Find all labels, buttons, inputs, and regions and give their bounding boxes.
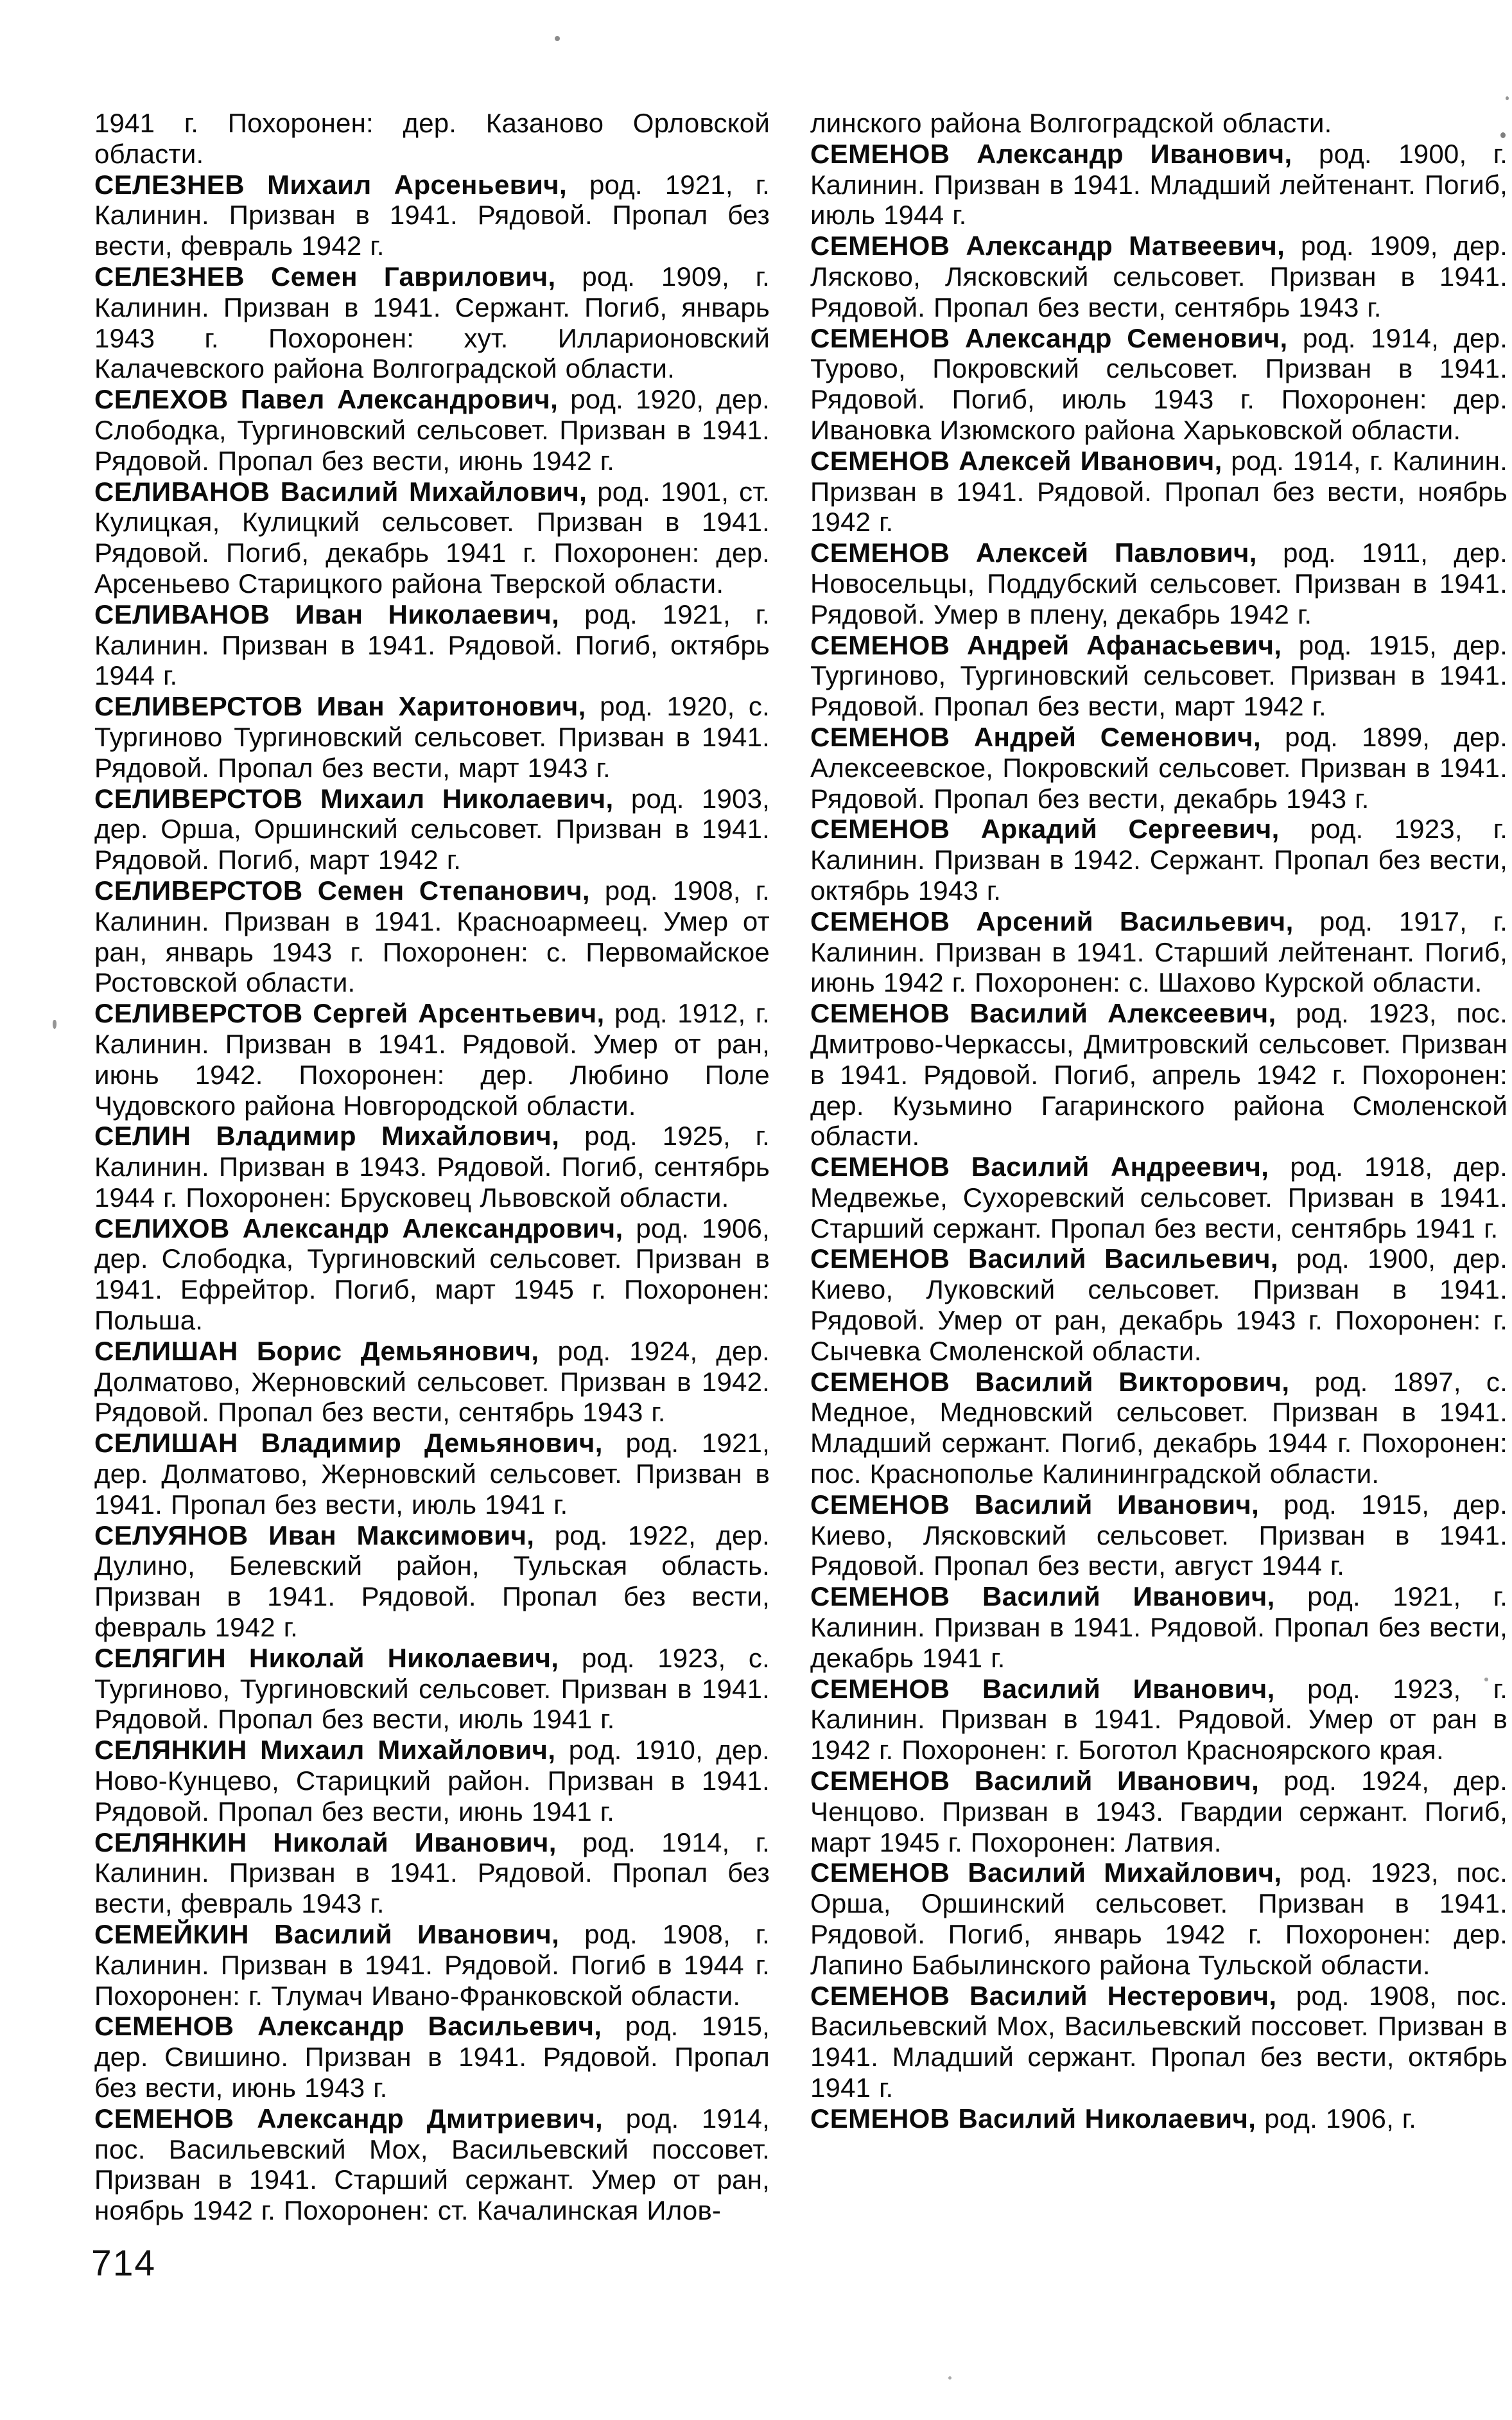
scan-artifact (555, 36, 560, 41)
entry-person-name: СЕЛИВАНОВ Василий Михайлович, (94, 476, 587, 507)
entry-details-text: род. 1909, дер. Лясково, Лясковский сельсовет. Призван в 1941. Рядовой. Пропал без вести, сентябрь 1943 г. (810, 231, 1508, 322)
scan-artifact (1484, 1678, 1488, 1681)
memorial-entry (810, 1367, 1508, 1489)
entry-details-text: род. 1906, г. (1256, 2103, 1417, 2134)
memorial-entry (810, 630, 1508, 722)
entry-details-text: род. 1923, с. Тургиново, Тургиновский сельсовет. Призван в 1941. Рядовой. Пропал без вести, июль 1941 г. (94, 1642, 770, 1735)
memorial-entry (810, 538, 1508, 629)
memorial-entry (94, 477, 770, 599)
memorial-entry (810, 1766, 1508, 1857)
entry-person-name: СЕМЕНОВ Василий Нестерович, (810, 1980, 1277, 2011)
entry-details-text: род. 1908, г. Калинин. Призван в 1941. Рядовой. Погиб в 1944 г. Похоронен: г. Тлумач Ивано-Франковской области. (94, 1919, 770, 2011)
entry-person-name: СЕЛИШАН Борис Демьянович, (94, 1335, 539, 1366)
entry-person-name: СЕЛЯНКИН Михаил Михайлович, (94, 1735, 556, 1766)
memorial-entry (94, 599, 770, 691)
entry-person-name: СЕЛУЯНОВ Иван Максимович, (94, 1520, 535, 1550)
entry-person-name: СЕМЕНОВ Василий Васильевич, (810, 1243, 1278, 1274)
memorial-entry (810, 2103, 1508, 2134)
left-column (94, 108, 770, 2226)
memorial-entry (810, 231, 1508, 322)
memorial-entry (94, 1827, 770, 1919)
memorial-entry (810, 139, 1508, 231)
entry-details-text: род. 1900, дер. Киево, Луковский сельсовет. Призван в 1941. Рядовой. Умер от ран, декабрь 1943 г. Похоронен: г. Сычевка Смоленской области. (810, 1243, 1508, 1366)
entry-details-text: род. 1921, г. Калинин. Призван в 1941. Рядовой. Погиб, октябрь 1944 г. (94, 599, 770, 691)
entry-person-name: СЕМЕНОВ Александр Семенович, (810, 322, 1288, 353)
entry-details-text: род. 1897, с. Медное, Медновский сельсовет. Призван в 1941. Младший сержант. Погиб, декабрь 1944 г. Похоронен: пос. Краснополье Калининградской области. (810, 1366, 1508, 1489)
entry-details-text: род. 1923, пос. Орша, Оршинский сельсовет. Призван в 1941. Рядовой. Погиб, январь 1942 г. Похоронен: дер. Лапино Бабылинского района Тульской области. (810, 1857, 1508, 1980)
entry-person-name: СЕМЕЙКИН Василий Иванович, (94, 1919, 560, 1950)
entry-person-name: СЕЛИВЕРСТОВ Михаил Николаевич, (94, 783, 614, 814)
entry-person-name: СЕМЕНОВ Василий Николаевич, (810, 2103, 1256, 2134)
entry-person-name: СЕЛЯГИН Николай Николаевич, (94, 1642, 559, 1673)
memorial-entry (810, 814, 1508, 906)
memorial-entry (94, 1520, 770, 1643)
entry-person-name: СЕМЕНОВ Василий Викторович, (810, 1366, 1290, 1397)
memorial-entry (810, 1152, 1508, 1243)
entry-details-text: род. 1921, г. Калинин. Призван в 1941. Рядовой. Пропал без вести, февраль 1942 г. (94, 169, 770, 261)
entry-person-name: СЕЛЯНКИН Николай Иванович, (94, 1827, 557, 1857)
entry-details-text: род. 1922, дер. Дулино, Белевский район, Тульская область. Призван в 1941. Рядовой. Пропал без вести, февраль 1942 г. (94, 1520, 770, 1643)
entry-person-name: СЕМЕНОВ Василий Иванович, (810, 1489, 1260, 1520)
entry-person-name: СЕЛЕХОВ Павел Александрович, (94, 384, 559, 415)
memorial-entry (94, 875, 770, 998)
scan-artifact (1500, 132, 1506, 138)
entry-details-text: род. 1911, дер. Новосельцы, Поддубский сельсовет. Призван в 1941. Рядовой. Умер в плену, декабрь 1942 г. (810, 538, 1508, 629)
entry-details-text: род. 1908, г. Калинин. Призван в 1941. Красноармеец. Умер от ран, январь 1943 г. Похоронен: с. Первомайское Ростовской области. (94, 875, 770, 998)
entry-person-name: СЕМЕНОВ Андрей Афанасьевич, (810, 629, 1282, 660)
memorial-entry (810, 323, 1508, 446)
memorial-entry (810, 1243, 1508, 1366)
entry-person-name: СЕЛИШАН Владимир Демьянович, (94, 1428, 603, 1459)
entry-person-name: СЕМЕНОВ Арсений Васильевич, (810, 906, 1294, 936)
entry-details-text: род. 1914, пос. Васильевский Мох, Васильевский поссовет. Призван в 1941. Старший сержант. Умер от ран, ноябрь 1942 г. Похоронен: ст. Качалинская Илов- (94, 2103, 770, 2226)
memorial-entry (810, 108, 1508, 139)
entry-person-name: СЕМЕНОВ Александр Матвеевич, (810, 231, 1285, 261)
page-number: 714 (91, 2243, 157, 2284)
entry-details-text: 1941 г. Похоронен: дер. Казаново Орловской области. (94, 108, 770, 169)
scan-artifact (948, 2376, 952, 2380)
memorial-entry (94, 384, 770, 476)
entry-details-text: род. 1918, дер. Медвежье, Сухоревский сельсовет. Призван в 1941. Старший сержант. Пропал без вести, сентябрь 1941 г. (810, 1152, 1508, 1243)
right-column (810, 108, 1508, 2134)
entry-person-name: СЕМЕНОВ Василий Иванович, (810, 1766, 1260, 1796)
entry-person-name: СЕЛИН Владимир Михайлович, (94, 1121, 560, 1152)
entry-person-name: СЕМЕНОВ Алексей Павлович, (810, 538, 1257, 568)
entry-details-text: род. 1921, г. Калинин. Призван в 1941. Рядовой. Пропал без вести, декабрь 1941 г. (810, 1581, 1508, 1673)
entry-details-text: линского района Волгоградской области. (810, 108, 1332, 138)
memorial-entry (94, 1919, 770, 2011)
entry-person-name: СЕЛЕЗНЕВ Семен Гаврилович, (94, 261, 556, 292)
entry-details-text: род. 1915, дер. Киево, Лясковский сельсовет. Призван в 1941. Рядовой. Пропал без вести, август 1944 г. (810, 1489, 1508, 1581)
memorial-entry (810, 906, 1508, 998)
entry-details-text: род. 1917, г. Калинин. Призван в 1941. Старший лейтенант. Погиб, июнь 1942 г. Похоронен: с. Шахово Курской области. (810, 906, 1508, 998)
entry-details-text: род. 1901, ст. Кулицкая, Кулицкий сельсовет. Призван в 1941. Рядовой. Погиб, декабрь 1941 г. Похоронен: дер. Арсеньево Старицкого района Тверской области. (94, 476, 770, 599)
memorial-entry (94, 261, 770, 384)
memorial-entry (810, 1981, 1508, 2103)
entry-details-text: род. 1920, дер. Слободка, Тургиновский сельсовет. Призван в 1941. Рядовой. Пропал без вести, июнь 1942 г. (94, 384, 770, 476)
memorial-entry (94, 1643, 770, 1735)
memorial-entry (810, 1581, 1508, 1673)
entry-details-text: род. 1914, дер. Турово, Покровский сельсовет. Призван в 1941. Рядовой. Погиб, июль 1943 г. Похоронен: дер. Ивановка Изюмского района Харьковской области. (810, 322, 1508, 445)
entry-details-text: род. 1914, г. Калинин. Призван в 1941. Рядовой. Пропал без вести, февраль 1943 г. (94, 1827, 770, 1919)
entry-person-name: СЕЛИВЕРСТОВ Сергей Арсентьевич, (94, 998, 605, 1029)
entry-details-text: род. 1921, дер. Долматово, Жерновский сельсовет. Призван в 1941. Пропал без вести, июль 1941 г. (94, 1428, 770, 1520)
entry-details-text: род. 1925, г. Калинин. Призван в 1943. Рядовой. Погиб, сентябрь 1944 г. Похоронен: Брусковец Львовской области. (94, 1121, 770, 1213)
memorial-entry (94, 108, 770, 170)
memorial-entry (94, 2103, 770, 2226)
scan-artifact (1506, 96, 1509, 100)
entry-details-text: род. 1924, дер. Ченцово. Призван в 1943. Гвардии сержант. Погиб, март 1945 г. Похоронен: Латвия. (810, 1766, 1508, 1857)
entry-person-name: СЕЛЕЗНЕВ Михаил Арсеньевич, (94, 169, 568, 200)
memorial-entry (810, 998, 1508, 1152)
entry-details-text: род. 1923, пос. Дмитрово-Черкассы, Дмитровский сельсовет. Призван в 1941. Рядовой. Погиб, апрель 1942 г. Похоронен: дер. Кузьмино Гагаринского района Смоленской области. (810, 998, 1508, 1152)
memorial-entry (94, 1428, 770, 1520)
memorial-entry (810, 446, 1508, 538)
entry-details-text: род. 1900, г. Калинин. Призван в 1941. Младший лейтенант. Погиб, июль 1944 г. (810, 138, 1508, 231)
entry-details-text: род. 1899, дер. Алексеевское, Покровский сельсовет. Призван в 1941. Рядовой. Пропал без вести, декабрь 1943 г. (810, 721, 1508, 814)
entry-details-text: род. 1912, г. Калинин. Призван в 1941. Рядовой. Умер от ран, июнь 1942. Похоронен: дер. Любино Поле Чудовского района Новгородской области. (94, 998, 770, 1121)
entry-details-text: род. 1915, дер. Свишино. Призван в 1941. Рядовой. Пропал без вести, июнь 1943 г. (94, 2011, 770, 2103)
memorial-entry (94, 170, 770, 261)
memorial-entry (94, 2011, 770, 2103)
entry-details-text: род. 1910, дер. Ново-Кунцево, Старицкий район. Призван в 1941. Рядовой. Пропал без вести, июнь 1941 г. (94, 1735, 770, 1827)
entry-person-name: СЕМЕНОВ Андрей Семенович, (810, 721, 1262, 752)
memorial-entry (94, 1735, 770, 1827)
memorial-entry (94, 691, 770, 783)
entry-details-text: род. 1909, г. Калинин. Призван в 1941. Сержант. Погиб, январь 1943 г. Похоронен: хут. Илларионовский Калачевского района Волгоградской области. (94, 261, 770, 384)
entry-person-name: СЕМЕНОВ Василий Михайлович, (810, 1857, 1282, 1888)
memorial-entry (94, 784, 770, 875)
entry-details-text: род. 1903, дер. Орша, Оршинский сельсовет. Призван в 1941. Рядовой. Погиб, март 1942 г. (94, 783, 770, 875)
memorial-entry (94, 1121, 770, 1213)
memorial-entry (810, 1857, 1508, 1980)
memorial-entry (94, 998, 770, 1121)
entry-person-name: СЕМЕНОВ Алексей Иванович, (810, 445, 1222, 476)
entry-person-name: СЕМЕНОВ Александр Васильевич, (94, 2011, 602, 2042)
memorial-entry (810, 722, 1508, 814)
entry-person-name: СЕМЕНОВ Аркадий Сергеевич, (810, 814, 1280, 845)
entry-details-text: род. 1908, пос. Васильевский Мох, Васильевский поссовет. Призван в 1941. Младший сержант. Пропал без вести, октябрь 1941 г. (810, 1980, 1508, 2103)
memorial-entry (94, 1336, 770, 1428)
entry-person-name: СЕМЕНОВ Василий Иванович, (810, 1673, 1275, 1704)
entry-person-name: СЕМЕНОВ Александр Дмитриевич, (94, 2103, 604, 2134)
entry-person-name: СЕМЕНОВ Александр Иванович, (810, 138, 1292, 169)
entry-person-name: СЕМЕНОВ Василий Иванович, (810, 1581, 1275, 1612)
entry-details-text: род. 1923, г. Калинин. Призван в 1942. Сержант. Пропал без вести, октябрь 1943 г. (810, 814, 1508, 906)
entry-details-text: род. 1920, с. Тургиново Тургиновский сельсовет. Призван в 1941. Рядовой. Пропал без вести, март 1943 г. (94, 691, 770, 783)
entry-person-name: СЕМЕНОВ Василий Андреевич, (810, 1152, 1269, 1182)
memorial-entry (810, 1489, 1508, 1581)
scan-artifact (53, 1020, 56, 1029)
entry-details-text: род. 1924, дер. Долматово, Жерновский сельсовет. Призван в 1942. Рядовой. Пропал без вести, сентябрь 1943 г. (94, 1335, 770, 1428)
entry-details-text: род. 1914, г. Калинин. Призван в 1941. Рядовой. Пропал без вести, ноябрь 1942 г. (810, 445, 1508, 538)
entry-details-text: род. 1906, дер. Слободка, Тургиновский сельсовет. Призван в 1941. Ефрейтор. Погиб, март 1945 г. Похоронен: Польша. (94, 1213, 770, 1336)
memorial-entry (94, 1213, 770, 1336)
entry-details-text: род. 1915, дер. Тургиново, Тургиновский сельсовет. Призван в 1941. Рядовой. Пропал без вести, март 1942 г. (810, 629, 1508, 722)
entry-person-name: СЕЛИВЕРСТОВ Иван Харитонович, (94, 691, 586, 722)
entry-details-text: род. 1923, г. Калинин. Призван в 1941. Рядовой. Умер от ран в 1942 г. Похоронен: г. Боготол Красноярского края. (810, 1673, 1508, 1766)
entry-person-name: СЕЛИХОВ Александр Александрович, (94, 1213, 623, 1243)
entry-person-name: СЕМЕНОВ Василий Алексеевич, (810, 998, 1276, 1029)
entry-person-name: СЕЛИВАНОВ Иван Николаевич, (94, 599, 560, 629)
entry-person-name: СЕЛИВЕРСТОВ Семен Степанович, (94, 875, 590, 906)
memorial-entry (810, 1674, 1508, 1766)
